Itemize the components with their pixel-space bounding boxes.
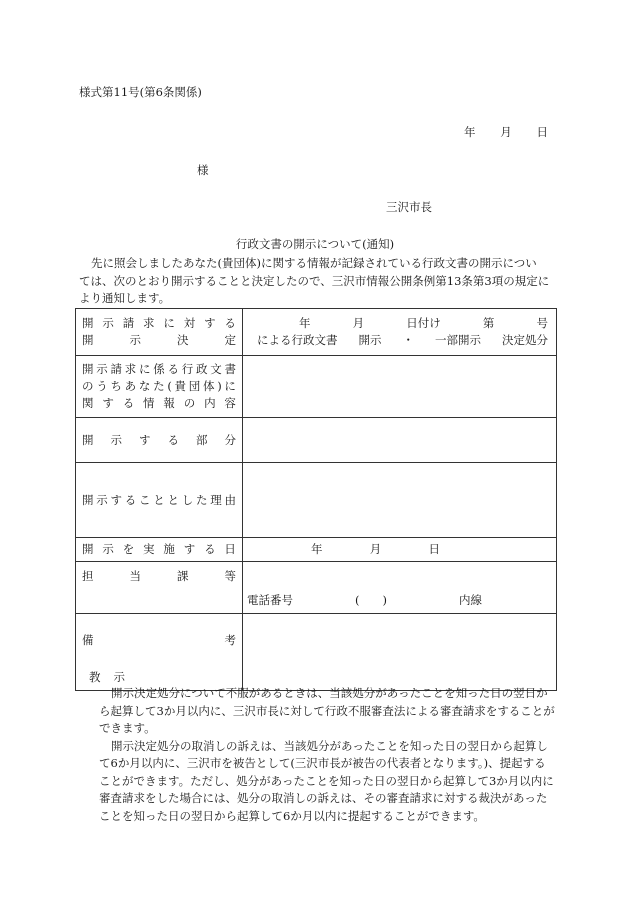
label-reason: 開 示 す る こ と と し た 理 由 <box>76 463 243 538</box>
label-line: 開 示 請 求 に 係 る 行 政 文 書 <box>82 362 236 376</box>
label-remarks: 備 考 <box>76 614 243 691</box>
form-number: 様式第11号(第6条関係) <box>79 85 202 99</box>
value-line: による行政文書 開示 ・ 一部開示 決定処分 <box>257 333 548 347</box>
value-reason[interactable] <box>243 463 557 538</box>
label-line: 開 示 請 求 に 対 す る <box>82 316 236 330</box>
date-line <box>464 124 548 140</box>
intro-paragraph <box>79 255 557 308</box>
label-decision <box>76 309 243 356</box>
label-line: 関 す る 情 報 の 内 容 <box>82 396 236 410</box>
phone-line <box>247 565 552 610</box>
table-row <box>76 309 557 356</box>
table-row <box>76 614 557 691</box>
notes-heading: 教 示 <box>89 670 125 684</box>
disclosure-table <box>75 308 557 691</box>
intro-line: より通知します。 <box>79 291 171 305</box>
addressee: 様 <box>197 163 209 177</box>
value-remarks[interactable] <box>243 614 557 691</box>
value-implementation-date[interactable]: 年 月 日 <box>243 538 557 562</box>
intro-line: 先に照会しましたあなた(貴団体)に関する情報が記録されている行政文書の開示につい <box>91 256 537 270</box>
label-line: 開 示 決 定 <box>82 333 236 347</box>
issuer: 三沢市長 <box>386 200 432 214</box>
label-implementation-date: 開 示 を 実 施 す る 日 <box>76 538 243 562</box>
label-line: の う ち あ な た ( 貴 団 体 ) に <box>82 379 236 393</box>
value-decision <box>243 309 557 356</box>
extension-label: 内線 <box>459 593 482 607</box>
intro-line: ては、次のとおり開示することと決定したので、三沢市情報公開条例第13条第3項の規定に <box>79 273 550 288</box>
phone-label: 電話番号 <box>247 593 293 607</box>
phone-area-code: ( ) <box>355 593 387 607</box>
notes-paragraph: 開示決定処分の取消しの訴えは、当該処分があったことを知った日の翌日から起算して6か月以内に、三沢市を被告として(三沢市長が被告の代表者となります。)、提起することができます。ただし、処分があったことを知った日の翌日から起算して3か月以内に審査請求をした場合には、処分の取消しの訴えは、その審査請求に対する裁決があったことを知った日の翌日から起算して6か月以内に提起することができます。 <box>99 738 554 823</box>
value-department[interactable] <box>243 562 557 614</box>
value-disclosed-part[interactable] <box>243 418 557 463</box>
table-row <box>76 356 557 418</box>
date-day: 日 <box>536 125 548 139</box>
label-department: 担 当 課 等 <box>76 562 243 614</box>
table-row <box>76 463 557 538</box>
notes-paragraph: 開示決定処分について不服があるときは、当該処分があったことを知った日の翌日から起算して3か月以内に、三沢市長に対して行政不服審査法による審査請求をすることができます。 <box>99 686 555 735</box>
label-disclosed-part: 開 示 す る 部 分 <box>76 418 243 463</box>
notes-body <box>99 685 557 825</box>
value-info-content[interactable] <box>243 356 557 418</box>
value-line: 年 月 日付け 第 号 <box>299 316 548 330</box>
table-row <box>76 418 557 463</box>
date-year: 年 <box>464 125 476 139</box>
label-info-content <box>76 356 243 418</box>
table-row <box>76 562 557 614</box>
table-row <box>76 538 557 562</box>
document-title: 行政文書の開示について(通知) <box>235 237 395 251</box>
date-month: 月 <box>500 125 512 139</box>
